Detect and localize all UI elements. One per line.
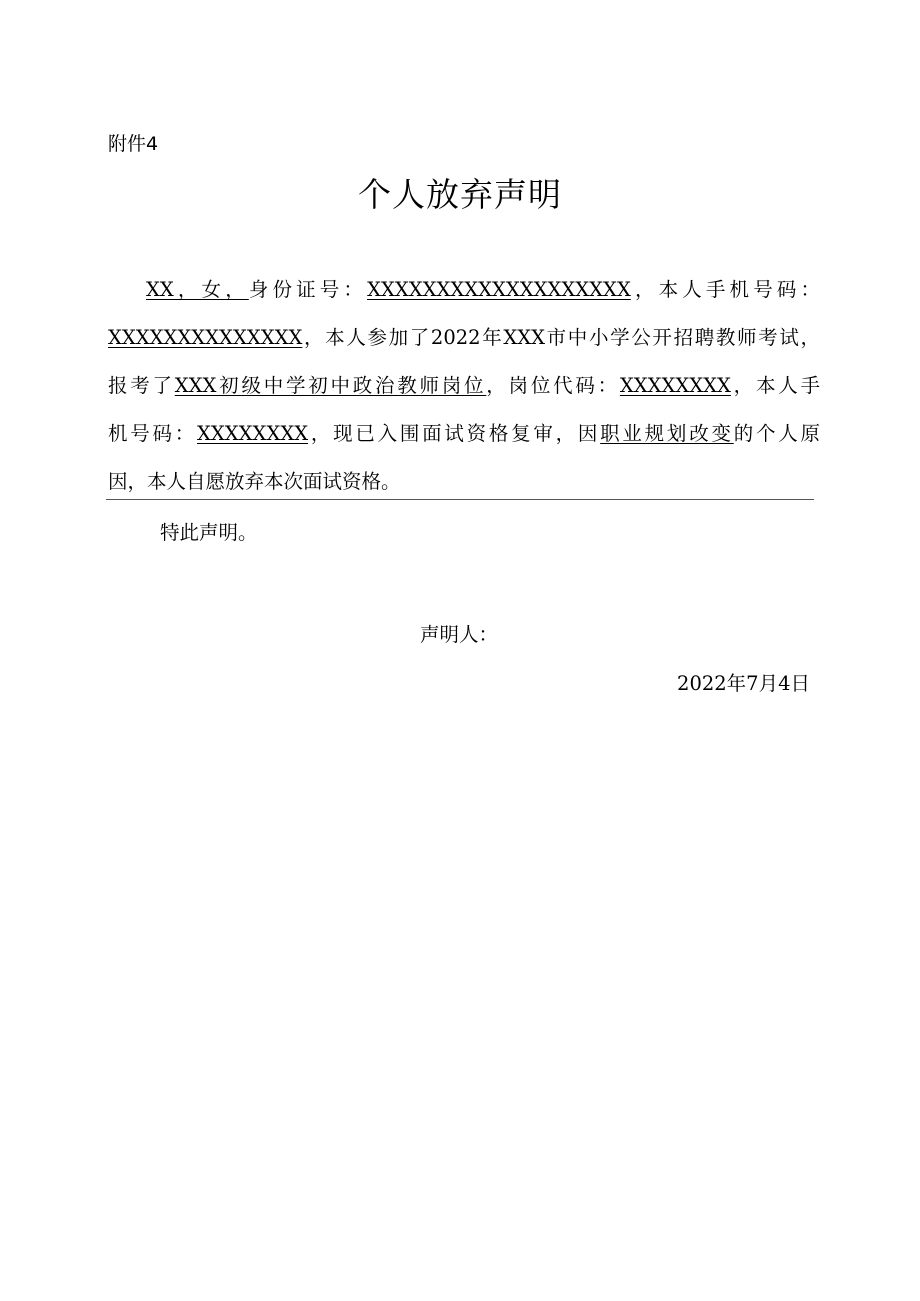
phone-label: ，本人手机号码： — [630, 278, 820, 301]
attachment-label: 附件4 — [108, 133, 159, 155]
id-label: 身份证号： — [248, 278, 368, 301]
exam-text: ，本人参加了2022年XXX市中小学公开招聘教师考试， — [302, 326, 820, 349]
waive-text: 因，本人自愿放弃本次面试资格。 — [108, 470, 401, 493]
statement-line-4 — [108, 421, 820, 447]
applied-position: XXX初级中学初中政治教师岗位 — [174, 374, 487, 397]
reason-suffix: 的个人原 — [733, 422, 820, 445]
divider-line — [106, 499, 814, 500]
statement-line-2 — [108, 325, 820, 351]
name-gender: XX，女， — [146, 278, 249, 301]
id-number: XXXXXXXXXXXXXXXXXXX — [367, 278, 631, 301]
statement-line-5 — [108, 469, 820, 495]
position-code: XXXXXXXX — [619, 374, 731, 397]
phone-prefix: ，本人手 — [730, 374, 820, 397]
statement-line-1 — [108, 277, 820, 303]
position-code-label: ，岗位代码： — [486, 374, 620, 397]
phone-number: XXXXXXXXXXXXXX — [108, 326, 303, 349]
review-text: ，现已入围面试资格复审，因 — [308, 422, 601, 445]
reason-text: 职业规划改变 — [600, 422, 734, 445]
phone-label-2: 机号码： — [108, 422, 198, 445]
applied-prefix: 报考了 — [108, 374, 175, 397]
signer-label: 声明人： — [420, 623, 499, 646]
statement-line-3 — [108, 373, 820, 399]
phone-number-2: XXXXXXXX — [197, 422, 309, 445]
document-title: 个人放弃声明 — [358, 175, 562, 214]
statement-date: 2022年7月4日 — [677, 672, 810, 695]
hereby-statement: 特此声明。 — [160, 521, 258, 544]
